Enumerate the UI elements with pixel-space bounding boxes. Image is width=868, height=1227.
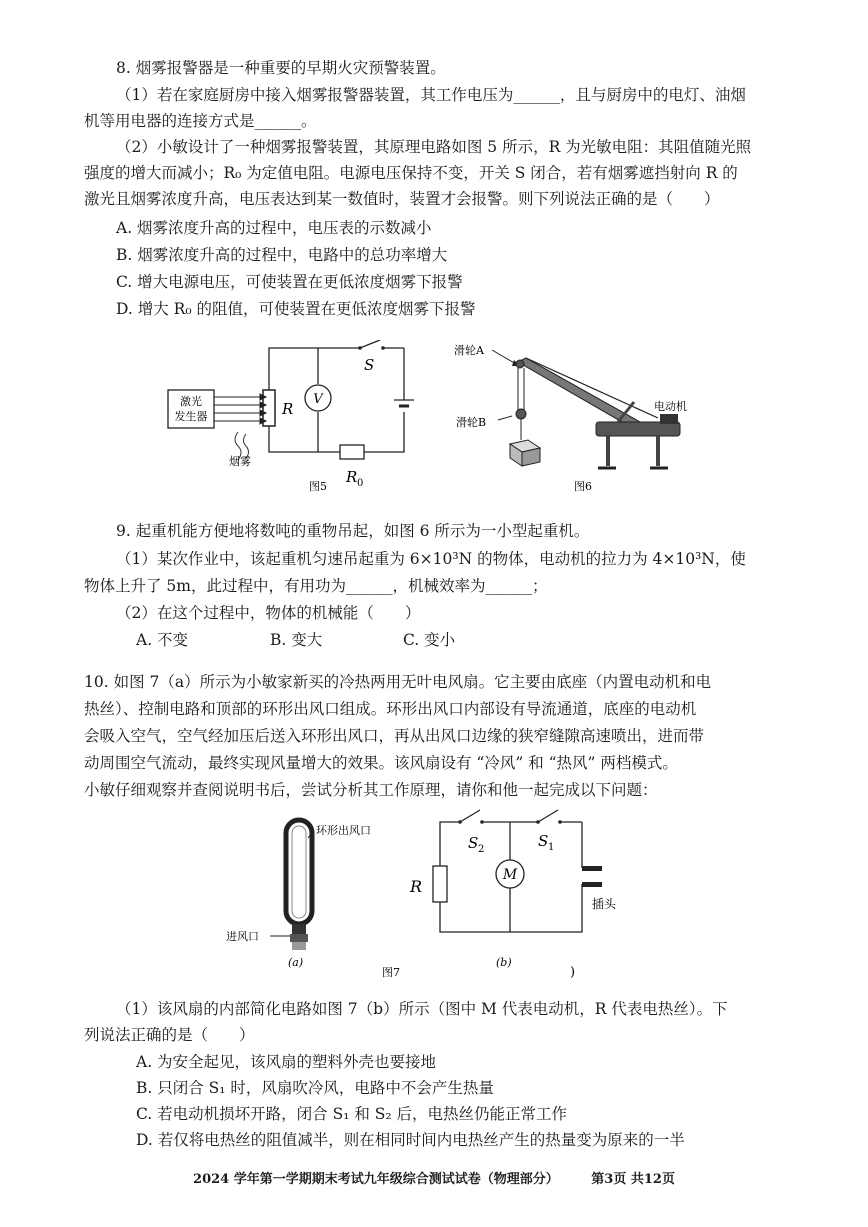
r0-subscript: 0 bbox=[357, 478, 364, 489]
motor-label: 电动机 bbox=[654, 400, 687, 413]
fixed-resistor-R0 bbox=[340, 445, 364, 459]
heater-label: R bbox=[410, 877, 423, 896]
fig7-stray-paren: ) bbox=[570, 965, 576, 980]
photoresistor-label: R bbox=[282, 400, 294, 418]
plug-label: 插头 bbox=[592, 897, 617, 911]
q10-line4: 动周围空气流动，最终实现风量增大的效果。该风扇设有 “冷风” 和 “热风” 两档模式。 bbox=[84, 754, 678, 772]
s2-label: S bbox=[468, 834, 479, 852]
q9-part1-line1: （1）某次作业中，该起重机匀速吊起重为 6×10³N 的物体，电动机的拉力为 4×10³N，使 bbox=[116, 550, 746, 568]
switch-S1 bbox=[538, 810, 558, 822]
boom-cable bbox=[526, 358, 658, 418]
q10-line2: 热丝）、控制电路和顶部的环形出风口组成。环形出风口内部设有导流通道，底座的电动机 bbox=[84, 700, 697, 718]
figure-6-caption: 图6 bbox=[574, 480, 592, 493]
figure-6-crane bbox=[448, 340, 698, 500]
s1-label: S bbox=[538, 832, 549, 850]
plug-prong-bottom bbox=[582, 882, 602, 887]
figure-5-circuit bbox=[160, 340, 430, 500]
q9-option-a: A. 不变 bbox=[136, 631, 189, 649]
fan-ring-outlet bbox=[286, 820, 312, 924]
switch-S bbox=[360, 340, 380, 348]
q9-option-b: B. 变大 bbox=[270, 631, 323, 649]
q8-option-a: A. 烟雾浓度升高的过程中，电压表的示数减小 bbox=[116, 219, 432, 237]
s2-subscript: 2 bbox=[478, 844, 485, 855]
q8-option-d: D. 增大 R₀ 的阻值，可使装置在更低浓度烟雾下报警 bbox=[116, 300, 476, 318]
q10-sub1-line1: （1）该风扇的内部简化电路如图 7（b）所示（图中 M 代表电动机，R 代表电热丝）。下 bbox=[116, 1000, 728, 1018]
q8-part2-line3: 激光且烟雾浓度升高，电压表达到某一数值时，装置才会报警。则下列说法正确的是（ ） bbox=[84, 190, 720, 208]
smoke-label: 烟雾 bbox=[229, 455, 251, 468]
q9-option-c: C. 变小 bbox=[403, 631, 456, 649]
footer-title: 2024 学年第一学期期末考试九年级综合测试试卷（物理部分） bbox=[193, 1172, 559, 1187]
switch-label: S bbox=[364, 356, 375, 374]
q10-line1: 10. 如图 7（a）所示为小敏家新买的冷热两用无叶电风扇。它主要由底座（内置电动机和电 bbox=[84, 673, 712, 691]
fig7a-label: (a) bbox=[288, 956, 304, 969]
page-footer bbox=[0, 1168, 868, 1187]
switch-S2 bbox=[460, 810, 480, 822]
outlet-label: 环形出风口 bbox=[316, 824, 371, 837]
pulley-a-label: 滑轮A bbox=[454, 344, 484, 357]
pulley-b-label: 滑轮B bbox=[456, 416, 487, 429]
figure-5-caption: 图5 bbox=[309, 480, 327, 493]
q10-line5: 小敏仔细观察并查阅说明书后，尝试分析其工作原理，请你和他一起完成以下问题： bbox=[84, 781, 658, 799]
fig7b-label: (b) bbox=[496, 956, 512, 969]
q8-part2-line1: （2）小敏设计了一种烟雾报警装置，其原理电路如图 5 所示，R 为光敏电阻：其阻值随光照 bbox=[116, 138, 752, 156]
crane-base bbox=[596, 422, 680, 436]
pulley-a-icon bbox=[516, 360, 524, 368]
q10-line3: 会吸入空气，空气经加压后送入环形出风口，再从出风口边缘的狭窄缝隙高速喷出，进而带 bbox=[84, 727, 705, 745]
voltmeter-label: V bbox=[313, 392, 323, 407]
pulley-b-icon bbox=[516, 409, 526, 419]
q8-option-b: B. 烟雾浓度升高的过程中，电路中的总功率增大 bbox=[116, 246, 448, 264]
q10-option-d: D. 若仅将电热丝的阻值减半，则在相同时间内电热丝产生的热量变为原来的一半 bbox=[136, 1131, 685, 1149]
q10-option-a: A. 为安全起见，该风扇的塑料外壳也要接地 bbox=[136, 1053, 437, 1071]
q8-option-c: C. 增大电源电压，可使装置在更低浓度烟雾下报警 bbox=[116, 273, 463, 291]
footer-page-number: 第3页 共12页 bbox=[591, 1172, 675, 1187]
q10-sub1-line2: 列说法正确的是（ ） bbox=[84, 1026, 255, 1044]
heater-resistor-R bbox=[433, 866, 447, 902]
q9-part1-line2: 物体上升了 5m，此过程中，有用功为______，机械效率为______； bbox=[84, 577, 548, 595]
q8-part1-line2: 机等用电器的连接方式是______。 bbox=[84, 112, 317, 130]
laser-label-line1: 激光 bbox=[180, 395, 202, 408]
q8-part1-line1: （1）若在家庭厨房中接入烟雾报警器装置，其工作电压为______，且与厨房中的电灯、油烟 bbox=[116, 86, 746, 104]
motor-icon bbox=[660, 414, 678, 424]
q9-stem: 9. 起重机能方便地将数吨的重物吊起，如图 6 所示为一小型起重机。 bbox=[116, 522, 590, 540]
q8-part2-line2: 强度的增大而减小；R₀ 为定值电阻。电源电压保持不变，开关 S 闭合，若有烟雾遮挡射向 R 的 bbox=[84, 164, 738, 182]
fan-base bbox=[292, 924, 306, 934]
q9-part2: （2）在这个过程中，物体的机械能（ ） bbox=[116, 604, 421, 622]
plug-prong-top bbox=[582, 866, 602, 871]
r0-label: R bbox=[346, 468, 358, 486]
motor-M-label: M bbox=[502, 867, 518, 883]
s1-subscript: 1 bbox=[548, 842, 555, 853]
laser-label-line2: 发生器 bbox=[174, 410, 208, 423]
q8-stem: 8. 烟雾报警器是一种重要的早期火灾预警装置。 bbox=[116, 59, 446, 77]
q10-option-c: C. 若电动机损坏开路，闭合 S₁ 和 S₂ 后，电热丝仍能正常工作 bbox=[136, 1105, 568, 1123]
q10-option-b: B. 只闭合 S₁ 时，风扇吹冷风，电路中不会产生热量 bbox=[136, 1079, 494, 1097]
figure-7-caption: 图7 bbox=[382, 966, 400, 979]
figure-7 bbox=[220, 808, 640, 983]
inlet-label: 进风口 bbox=[226, 930, 259, 943]
laser-beams bbox=[214, 394, 266, 424]
